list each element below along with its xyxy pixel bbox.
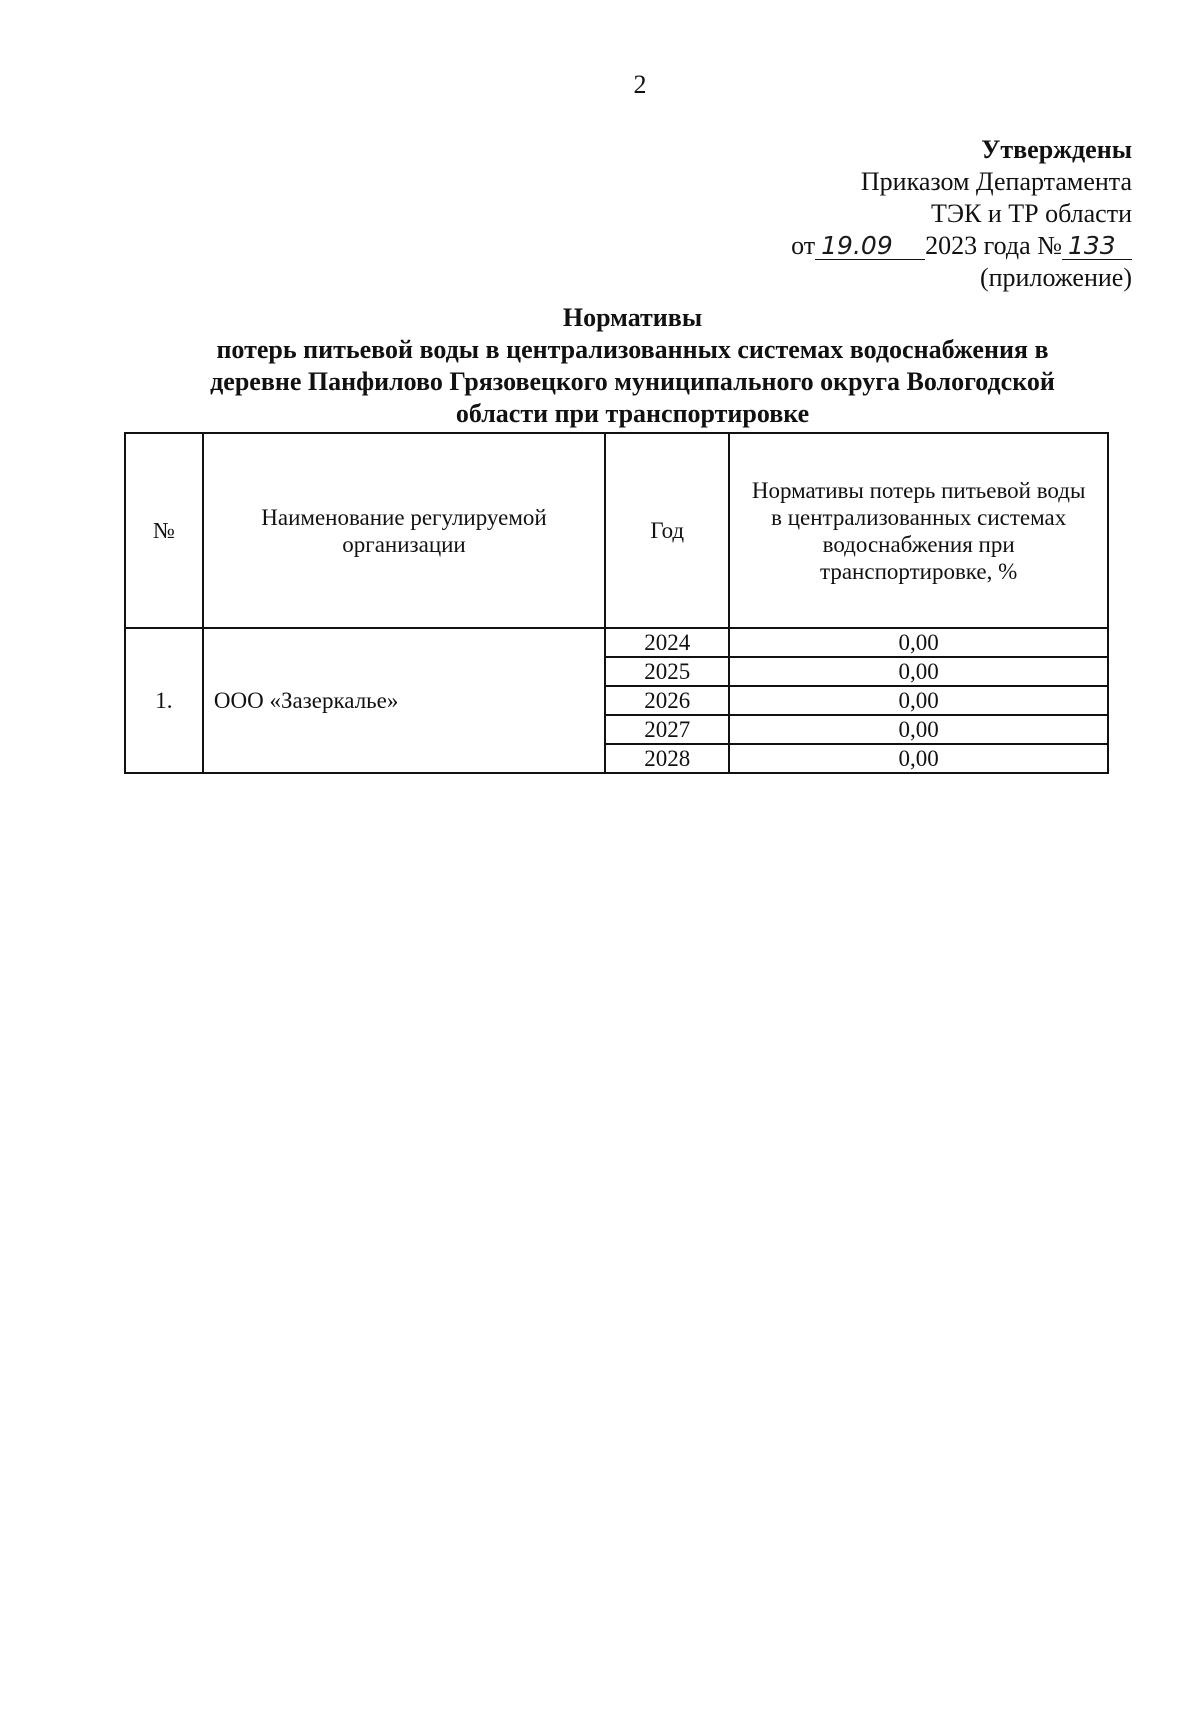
header-norm: Нормативы потерь питьевой воды в централизованных системах водоснабжения при транспортировке, % [729,433,1108,628]
value-cell: 0,00 [729,715,1108,744]
norms-table [124,432,1109,774]
handwritten-order-number: 133 [1062,233,1132,260]
table-row [125,628,1108,657]
page-number: 2 [633,70,647,99]
year-text: 2023 года № [925,231,1062,260]
year-cell: 2027 [605,715,729,744]
date-prefix: от [791,231,816,260]
value-cell: 0,00 [729,686,1108,715]
title-line-2: деревне Панфилово Грязовецкого муниципального округа Вологодской [210,367,1055,396]
title-line-3: области при транспортировке [455,399,810,428]
approval-date-line [791,230,1132,262]
header-organization: Наименование регулируемой организации [203,433,605,628]
value-cell: 0,00 [729,744,1108,773]
value-cell: 0,00 [729,657,1108,686]
table-header-row [125,433,1108,628]
value-cell: 0,00 [729,628,1108,657]
organization-cell: ООО «Зазеркалье» [203,628,605,773]
approval-block [791,134,1132,294]
row-number-cell: 1. [125,628,203,773]
title-line-1: потерь питьевой воды в централизованных системах водоснабжения в [216,335,1049,364]
approval-line-department: Приказом Департамента [860,167,1132,196]
year-cell: 2028 [605,744,729,773]
title-heading: Нормативы [562,303,703,332]
header-number: № [125,433,203,628]
year-cell: 2026 [605,686,729,715]
header-year: Год [605,433,729,628]
handwritten-date: 19.09 [815,233,925,260]
approval-line-region: ТЭК и ТР области [930,199,1132,228]
year-cell: 2025 [605,657,729,686]
approval-heading: Утверждены [981,135,1132,164]
appendix-label: (приложение) [979,263,1132,292]
document-title [150,302,1115,430]
year-cell: 2024 [605,628,729,657]
